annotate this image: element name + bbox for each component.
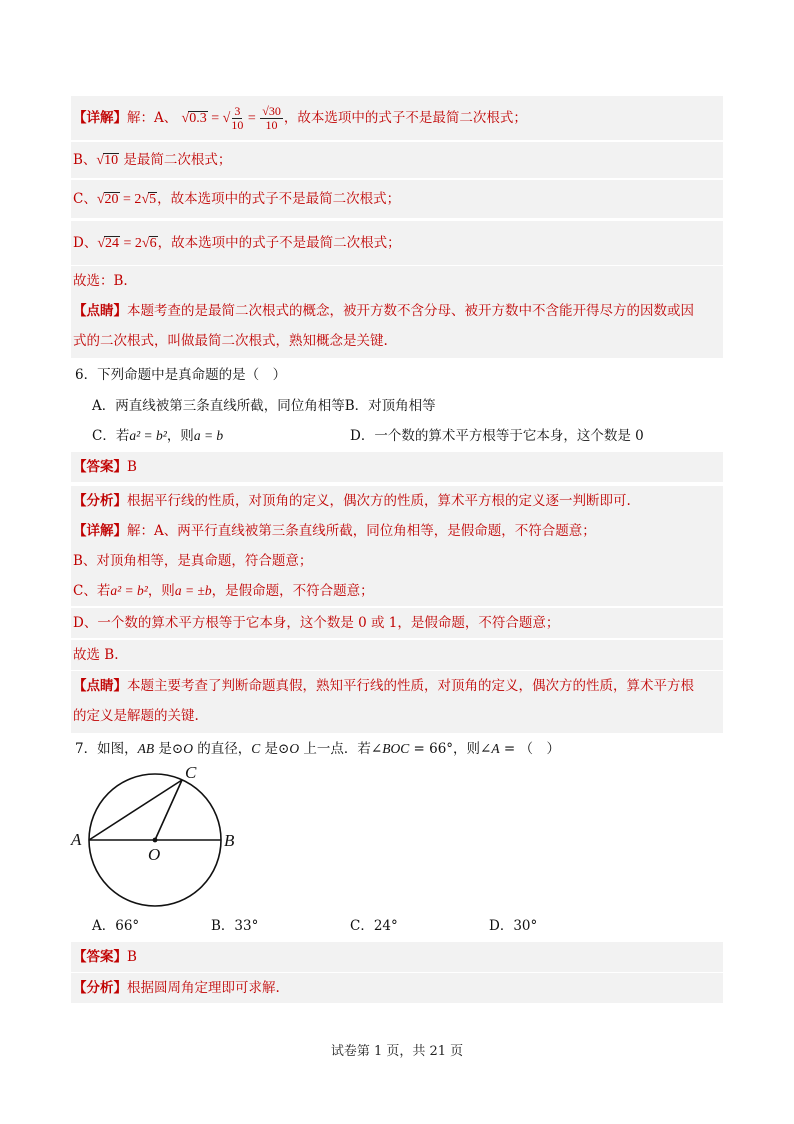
q6-stem: 6．下列命题中是真命题的是（ ）	[75, 367, 287, 383]
label-a: A	[71, 830, 82, 849]
q5-detail-line-2: B、√10 是最简二次根式；	[71, 142, 723, 178]
q6-detail-line-3: C、若a² = b²，则a = ±b，是假命题，不符合题意；	[71, 576, 723, 606]
q6-answer: 【答案】B	[71, 452, 723, 482]
label-o: O	[148, 845, 161, 864]
q7-answer: 【答案】B	[71, 942, 723, 972]
q7-option-b: B．33°	[211, 918, 259, 934]
q5-detail-line-1: 【详解】解：A、 √0.3 = √ $\frac{3}{10}$ = $\frac{√30}{10}$ ，故本选项中的式子不是最简二次根式；	[71, 96, 723, 140]
q6-detail-line-5: 故选 B.	[71, 640, 723, 670]
circle-diagram	[66, 760, 256, 910]
q6-option-d: D．一个数的算术平方根等于它本身，这个数是 0	[350, 428, 644, 444]
q6-tip-block: 【点睛】本题主要考查了判断命题真假，熟知平行线的性质，对顶角的定义，偶次方的性质，算术平方根 的定义是解题的关键.	[71, 671, 723, 733]
q7-option-c: C．24°	[350, 918, 398, 934]
q6-option-c: C．若a² = b²，则a = b	[92, 428, 224, 444]
sqrt-expression: √0.3 = √ $\frac{3}{10}$ = $\frac{√30}{10}$	[181, 104, 281, 133]
q5-tip-block: 【点睛】本题考查的是最简二次根式的概念，被开方数不含分母、被开方数中不含能开得尽方的因数或因 式的二次根式，叫做最简二次根式，熟知概念是关键.	[71, 296, 723, 358]
label-b: B	[224, 831, 235, 850]
q5-choice-line: 故选：B.	[71, 266, 723, 296]
center-dot	[153, 838, 158, 843]
q7-stem: 7．如图，AB 是⊙O 的直径，C 是⊙O 上一点．若∠BOC = 66°，则∠A = （ ）	[75, 741, 561, 757]
q7-option-d: D．30°	[489, 918, 538, 934]
q6-detail-line-1: 【详解】解：A、两平行直线被第三条直线所截，同位角相等，是假命题，不符合题意；	[71, 516, 723, 546]
page-footer: 试卷第 1 页，共 21 页	[330, 1044, 464, 1059]
q6-analysis: 【分析】根据平行线的性质，对顶角的定义，偶次方的性质，算术平方根的定义逐一判断即可.	[71, 486, 723, 516]
q5-detail-line-3: C、√20 = 2√5，故本选项中的式子不是最简二次根式；	[71, 180, 723, 218]
label-c: C	[185, 763, 197, 782]
q5-detail-line-4: D、√24 = 2√6，故本选项中的式子不是最简二次根式；	[71, 221, 723, 265]
q6-option-a: A．两直线被第三条直线所截，同位角相等B．对顶角相等	[92, 398, 436, 414]
q7-option-a: A．66°	[92, 918, 140, 934]
q7-analysis: 【分析】根据圆周角定理即可求解.	[71, 973, 723, 1003]
q6-detail-line-4: D、一个数的算术平方根等于它本身，这个数是 0 或 1，是假命题，不符合题意；	[71, 608, 723, 638]
q6-detail-line-2: B、对顶角相等，是真命题，符合题意；	[71, 546, 723, 576]
